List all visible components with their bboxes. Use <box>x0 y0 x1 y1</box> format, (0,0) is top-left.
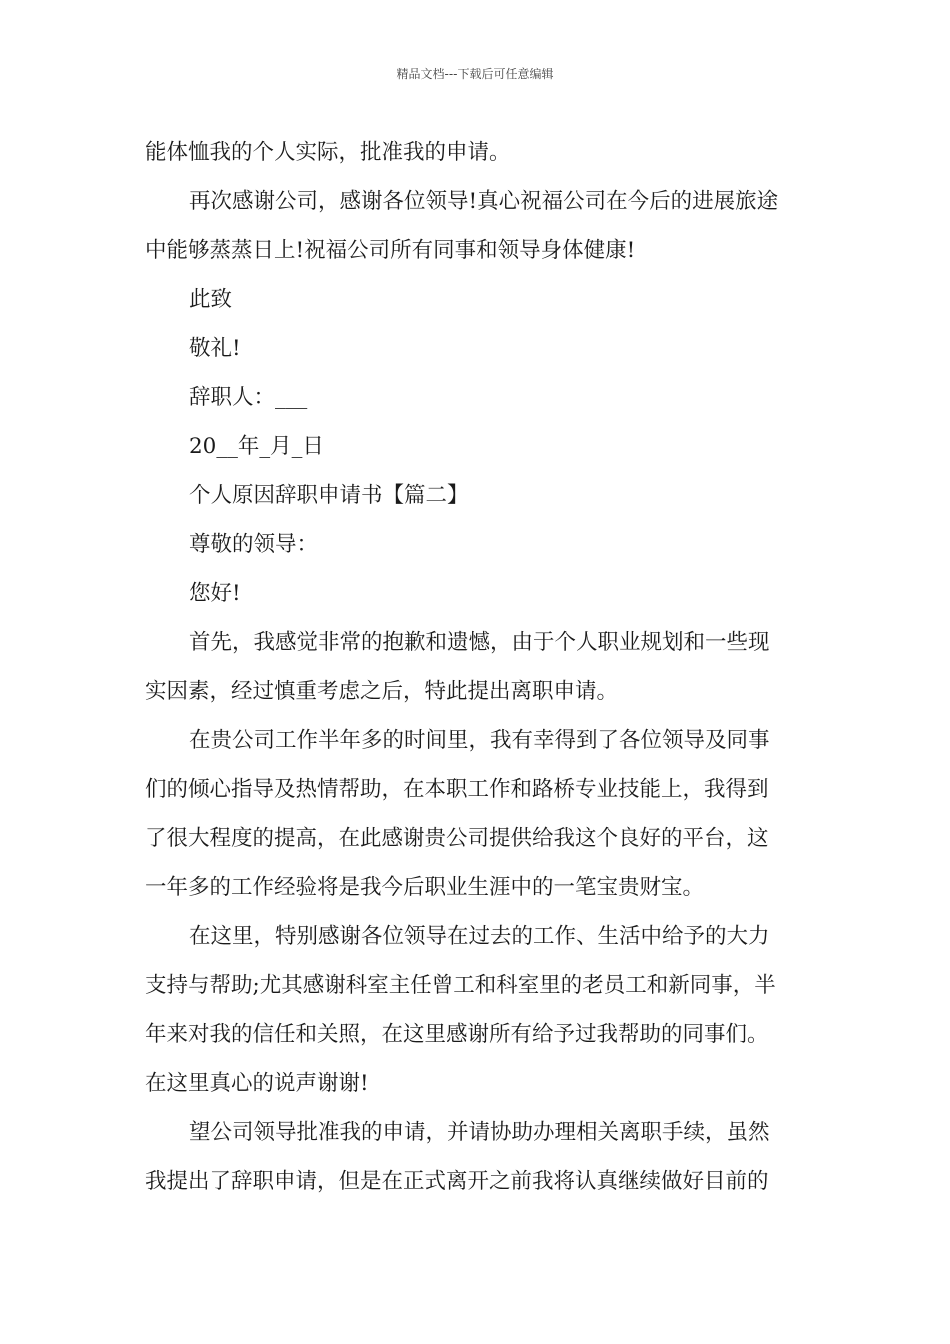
body-line: 再次感谢公司，感谢各位领导!真心祝福公司在今后的进展旅途 <box>189 189 779 214</box>
body-line: 一年多的工作经验将是我今后职业生涯中的一笔宝贵财宝。 <box>145 875 705 900</box>
closing-regards: 敬礼! <box>189 336 241 361</box>
body-line: 能体恤我的个人实际，批准我的申请。 <box>145 140 511 165</box>
body-line: 支持与帮助;尤其感谢科室主任曾工和科室里的老员工和新同事，半 <box>145 973 776 998</box>
body-line: 在这里，特别感谢各位领导在过去的工作、生活中给予的大力 <box>189 924 770 949</box>
closing-salutation: 此致 <box>189 287 233 312</box>
body-line: 望公司领导批准我的申请，并请协助办理相关离职手续，虽然 <box>189 1120 770 1145</box>
body-line: 在这里真心的说声谢谢! <box>145 1071 369 1096</box>
greeting-hello: 您好! <box>189 581 241 606</box>
body-line: 年来对我的信任和关照，在这里感谢所有给予过我帮助的同事们。 <box>145 1022 769 1047</box>
date-line: 20__年_月_日 <box>189 434 324 459</box>
page-header: 精品文档---下载后可任意编辑 <box>396 67 554 81</box>
section-title: 个人原因辞职申请书【篇二】 <box>189 483 469 508</box>
body-line: 们的倾心指导及热情帮助，在本职工作和路桥专业技能上，我得到 <box>145 777 769 802</box>
body-line: 我提出了辞职申请，但是在正式离开之前我将认真继续做好目前的 <box>145 1169 769 1194</box>
body-line: 在贵公司工作半年多的时间里，我有幸得到了各位领导及同事 <box>189 728 770 753</box>
body-line: 实因素，经过慎重考虑之后，特此提出离职申请。 <box>145 679 619 704</box>
signature-line: 辞职人：___ <box>189 385 308 410</box>
body-line: 首先，我感觉非常的抱歉和遗憾，由于个人职业规划和一些现 <box>189 630 770 655</box>
body-line: 了很大程度的提高，在此感谢贵公司提供给我这个良好的平台，这 <box>145 826 769 851</box>
greeting: 尊敬的领导： <box>189 532 319 557</box>
document-body <box>145 128 810 1206</box>
body-line: 中能够蒸蒸日上!祝福公司所有同事和领导身体健康! <box>145 238 636 263</box>
